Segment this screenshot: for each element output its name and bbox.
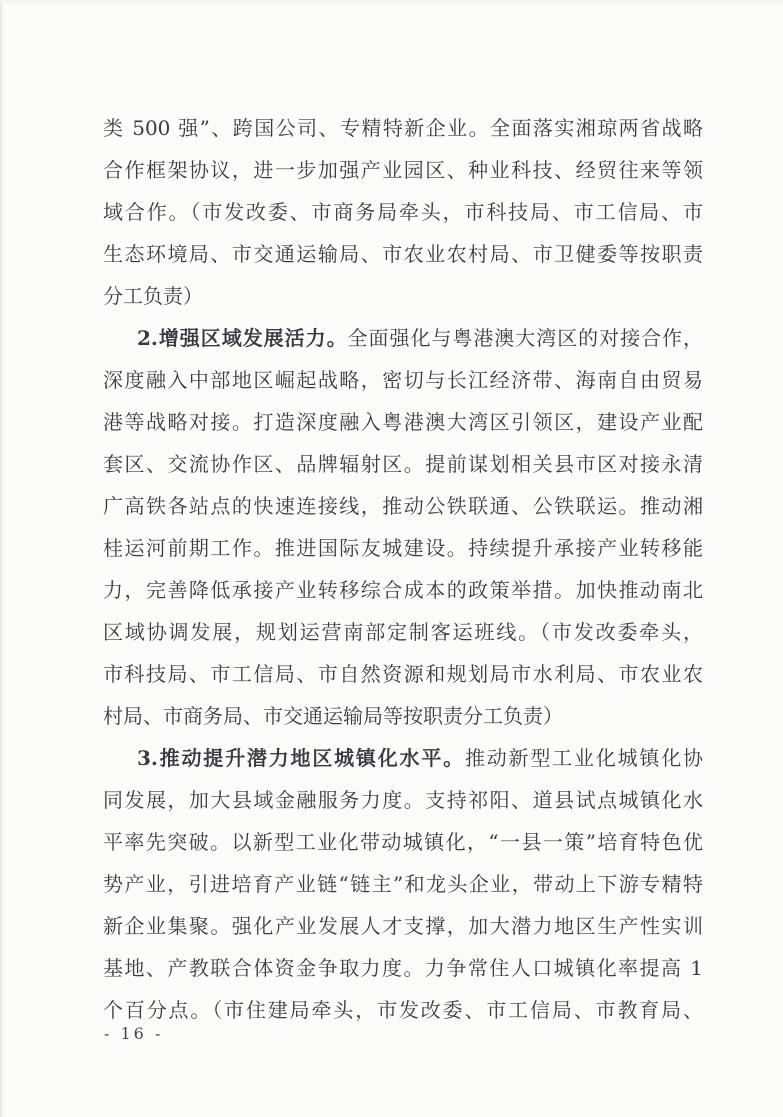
paragraph-3-heading: 3.推动提升潜力地区城镇化水平。 [137,746,465,770]
text-line: 分工负责） [103,284,203,308]
text-line: 势产业，引进培育产业链“链主”和龙头企业，带动上下游专精特 [103,872,703,896]
paragraph-2 [103,317,703,737]
text-line [103,317,703,359]
document-body [103,107,703,1031]
text-line: 港等战略对接。打造深度融入粤港澳大湾区引领区，建设产业配 [103,410,703,434]
text-line: 深度融入中部地区崛起战略，密切与长江经济带、海南自由贸易 [103,368,703,392]
text-line: 村局、市商务局、市交通运输局等按职责分工负责） [103,704,563,728]
text-line: 域合作。（市发改委、市商务局牵头，市科技局、市工信局、市 [103,200,703,224]
text-line: 生态环境局、市交通运输局、市农业农村局、市卫健委等按职责 [103,242,703,266]
text-line: 平率先突破。以新型工业化带动城镇化，“一县一策”培育特色优 [103,830,703,854]
text-line: 力，完善降低承接产业转移综合成本的政策举措。加快推动南北 [103,578,703,602]
paragraph-3-first-line-text: 推动新型工业化城镇化协 [464,746,703,770]
text-line: 广高铁各站点的快速连接线，推动公铁联通、公铁联运。推动湘 [103,494,703,518]
paragraph-continuation [103,107,703,317]
text-line: 合作框架协议，进一步加强产业园区、种业科技、经贸往来等领 [103,158,703,182]
paragraph-3 [103,737,703,1031]
text-line: 桂运河前期工作。推进国际友城建设。持续提升承接产业转移能 [103,536,703,560]
paragraph-2-heading: 2.增强区域发展活力。 [137,326,348,350]
text-line: 基地、产教联合体资金争取力度。力争常住人口城镇化率提高 1 [103,956,703,980]
text-line: 新企业集聚。强化产业发展人才支撑，加大潜力地区生产性实训 [103,914,703,938]
text-line: 个百分点。（市住建局牵头，市发改委、市工信局、市教育局、 [103,998,703,1022]
paragraph-2-first-line-text: 全面强化与粤港澳大湾区的对接合作， [347,326,703,350]
text-line: 同发展，加大县域金融服务力度。支持祁阳、道县试点城镇化水 [103,788,703,812]
text-line: 类 500 强”、跨国公司、专精特新企业。全面落实湘琼两省战略 [103,116,703,140]
text-line: 市科技局、市工信局、市自然资源和规划局市水利局、市农业农 [103,662,703,686]
page-number: - 16 - [104,1024,164,1043]
text-line: 套区、交流协作区、品牌辐射区。提前谋划相关县市区对接永清 [103,452,703,476]
text-line: 区域协调发展，规划运营南部定制客运班线。（市发改委牵头， [103,620,703,644]
text-line [103,737,703,779]
